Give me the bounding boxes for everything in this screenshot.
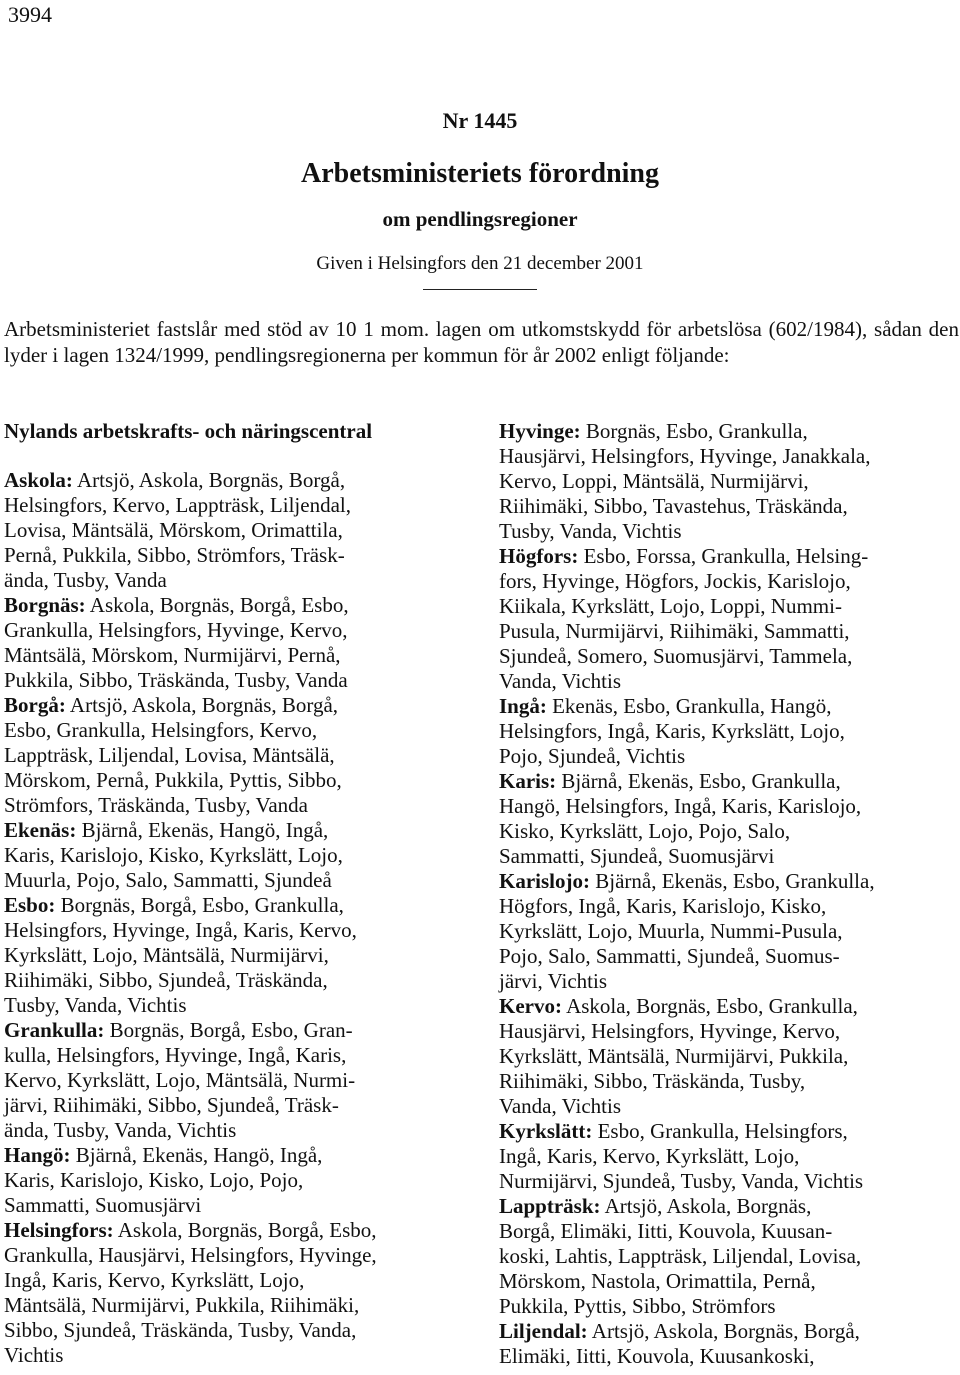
entry-line: ända, Tusby, Vanda <box>4 568 167 592</box>
municipality-entry <box>4 693 444 818</box>
municipality-name: Hyvinge: <box>499 419 581 443</box>
municipality-entry <box>4 1018 444 1143</box>
municipality-entry <box>4 468 444 593</box>
entry-line: Sammatti, Suomusjärvi <box>4 1193 202 1217</box>
commuting-region-list: Borgnäs, Borgå, Esbo, Grankulla, <box>55 893 344 917</box>
entry-line: Ingå, Karis, Kervo, Kyrkslätt, Lojo, <box>499 1144 800 1168</box>
entry-line: Riihimäki, Sibbo, Sjundeå, Träskända, <box>4 968 328 992</box>
commuting-region-list: Askola, Borgnäs, Borgå, Esbo, <box>85 593 349 617</box>
entry-line: Pojo, Sjundeå, Vichtis <box>499 744 686 768</box>
right-column <box>499 419 956 1369</box>
entry-line <box>4 593 444 618</box>
municipality-name: Askola: <box>4 468 73 492</box>
entry-line: Kyrkslätt, Lojo, Muurla, Nummi-Pusula, <box>499 919 843 943</box>
entry-line: Pusula, Nurmijärvi, Riihimäki, Sammatti, <box>499 619 850 643</box>
document-number: Nr 1445 <box>442 108 518 133</box>
entry-line <box>499 869 956 894</box>
title-divider <box>423 289 537 290</box>
municipality-name: Borgå: <box>4 693 66 717</box>
entry-line: Kyrkslätt, Lojo, Mäntsälä, Nurmijärvi, <box>4 943 329 967</box>
left-column <box>4 419 444 1368</box>
municipality-name: Ingå: <box>499 694 547 718</box>
entry-line: fors, Hyvinge, Högfors, Jockis, Karislojo, <box>499 569 851 593</box>
commuting-region-list: Artsjö, Askola, Borgnäs, Borgå, <box>72 468 346 492</box>
municipality-name: Karis: <box>499 769 557 793</box>
municipality-entry <box>499 869 956 994</box>
entry-line: Mäntsälä, Mörskom, Nurmijärvi, Pernå, <box>4 643 341 667</box>
entry-line: Pukkila, Pyttis, Sibbo, Strömfors <box>499 1294 776 1318</box>
entry-line: Kyrkslätt, Mäntsälä, Nurmijärvi, Pukkila, <box>499 1044 849 1068</box>
municipality-name: Ekenäs: <box>4 818 77 842</box>
entry-line: Tusby, Vanda, Vichtis <box>499 519 682 543</box>
entry-line: kulla, Helsingfors, Hyvinge, Ingå, Karis, <box>4 1043 347 1067</box>
municipality-entry <box>4 893 444 1018</box>
commuting-region-list: Ekenäs, Esbo, Grankulla, Hangö, <box>546 694 832 718</box>
municipality-entry <box>499 994 956 1119</box>
entry-line <box>4 1018 444 1043</box>
entry-line <box>4 893 444 918</box>
document-title: Arbetsministeriets förordning <box>301 158 659 189</box>
entry-line: Kervo, Kyrkslätt, Lojo, Mäntsälä, Nurmi- <box>4 1068 356 1092</box>
entry-line: Hangö, Helsingfors, Ingå, Karis, Karislojo, <box>499 794 862 818</box>
entry-line: järvi, Riihimäki, Sibbo, Sjundeå, Träsk- <box>4 1093 339 1117</box>
entry-line: Pukkila, Sibbo, Träskända, Tusby, Vanda <box>4 668 348 692</box>
entry-line: Pojo, Salo, Sammatti, Sjundeå, Suomus- <box>499 944 840 968</box>
entry-line <box>499 769 956 794</box>
municipality-name: Kervo: <box>499 994 562 1018</box>
municipality-entry <box>4 1143 444 1218</box>
municipality-entry <box>499 419 956 544</box>
municipality-name: Esbo: <box>4 893 56 917</box>
entry-line <box>4 1143 444 1168</box>
entry-line: Vanda, Vichtis <box>499 669 622 693</box>
municipality-entry <box>499 544 956 694</box>
municipality-name: Högfors: <box>499 544 579 568</box>
entry-line <box>4 818 444 843</box>
entry-line: Pernå, Pukkila, Sibbo, Strömfors, Träsk- <box>4 543 345 567</box>
entry-line: Borgå, Elimäki, Iitti, Kouvola, Kuusan- <box>499 1219 833 1243</box>
municipality-name: Liljendal: <box>499 1319 588 1343</box>
entry-line: koski, Lahtis, Lappträsk, Liljendal, Lovisa, <box>499 1244 862 1268</box>
entry-line: Högfors, Ingå, Karis, Karislojo, Kisko, <box>499 894 827 918</box>
entry-line: Tusby, Vanda, Vichtis <box>4 993 187 1017</box>
entry-line <box>4 693 444 718</box>
entry-line <box>499 544 956 569</box>
commuting-region-list: Artsjö, Askola, Borgnäs, Borgå, <box>587 1319 860 1343</box>
right-entry-list <box>499 419 956 1369</box>
entry-line: Grankulla, Helsingfors, Hyvinge, Kervo, <box>4 618 348 642</box>
commuting-region-list: Bjärnå, Ekenäs, Hangö, Ingå, <box>70 1143 323 1167</box>
entry-line: Mäntsälä, Nurmijärvi, Pukkila, Riihimäki, <box>4 1293 360 1317</box>
municipality-name: Grankulla: <box>4 1018 105 1042</box>
entry-line: Ingå, Karis, Kervo, Kyrkslätt, Lojo, <box>4 1268 305 1292</box>
entry-line: Karis, Karislojo, Kisko, Lojo, Pojo, <box>4 1168 304 1192</box>
entry-line: Sjundeå, Somero, Suomusjärvi, Tammela, <box>499 644 853 668</box>
entry-line: Mörskom, Pernå, Pukkila, Pyttis, Sibbo, <box>4 768 342 792</box>
entry-line <box>499 1194 956 1219</box>
commuting-region-list: Borgnäs, Esbo, Grankulla, <box>580 419 808 443</box>
entry-line: järvi, Vichtis <box>499 969 608 993</box>
commuting-region-list: Artsjö, Askola, Borgnäs, <box>600 1194 812 1218</box>
commuting-region-list: Artsjö, Askola, Borgnäs, Borgå, <box>65 693 339 717</box>
entry-line: Hausjärvi, Helsingfors, Hyvinge, Janakkala, <box>499 444 871 468</box>
entry-line: Helsingfors, Kervo, Lappträsk, Liljendal, <box>4 493 351 517</box>
entry-line <box>499 1319 956 1344</box>
municipality-entry <box>4 818 444 893</box>
entry-line: Karis, Karislojo, Kisko, Kyrkslätt, Lojo, <box>4 843 343 867</box>
entry-line: Sibbo, Sjundeå, Träskända, Tusby, Vanda, <box>4 1318 357 1342</box>
commuting-region-list: Askola, Borgnäs, Borgå, Esbo, <box>113 1218 377 1242</box>
left-entry-list <box>4 468 444 1368</box>
municipality-entry <box>4 593 444 693</box>
section-heading: Nylands arbetskrafts- och näringscentral <box>4 419 373 443</box>
commuting-region-list: Bjärnå, Ekenäs, Esbo, Grankulla, <box>556 769 841 793</box>
entry-line <box>499 1119 956 1144</box>
municipality-entry <box>499 694 956 769</box>
commuting-region-list: Borgnäs, Borgå, Esbo, Gran- <box>104 1018 353 1042</box>
municipality-entry <box>499 1119 956 1194</box>
municipality-entry <box>499 769 956 869</box>
entry-line <box>499 419 956 444</box>
commuting-region-list: Esbo, Grankulla, Helsingfors, <box>592 1119 848 1143</box>
entry-line <box>499 694 956 719</box>
entry-line: Riihimäki, Sibbo, Tavastehus, Träskända, <box>499 494 848 518</box>
entry-line: Muurla, Pojo, Salo, Sammatti, Sjundeå <box>4 868 332 892</box>
entry-line: Vanda, Vichtis <box>499 1094 622 1118</box>
commuting-region-list: Bjärnå, Ekenäs, Hangö, Ingå, <box>76 818 329 842</box>
entry-line <box>4 1218 444 1243</box>
entry-line: Kervo, Loppi, Mäntsälä, Nurmijärvi, <box>499 469 809 493</box>
entry-line: Kisko, Kyrkslätt, Lojo, Pojo, Salo, <box>499 819 791 843</box>
document-date: Given i Helsingfors den 21 december 2001 <box>316 253 644 274</box>
entry-line: Grankulla, Hausjärvi, Helsingfors, Hyvinge, <box>4 1243 377 1267</box>
entry-line: Vichtis <box>4 1343 64 1367</box>
municipality-entry <box>4 1218 444 1368</box>
entry-line: Nurmijärvi, Sjundeå, Tusby, Vanda, Vichtis <box>499 1169 864 1193</box>
entry-line: Sammatti, Sjundeå, Suomusjärvi <box>499 844 775 868</box>
municipality-name: Borgnäs: <box>4 593 86 617</box>
commuting-region-list: Bjärnå, Ekenäs, Esbo, Grankulla, <box>589 869 875 893</box>
entry-line: Lappträsk, Liljendal, Lovisa, Mäntsälä, <box>4 743 335 767</box>
page-number: 3994 <box>8 2 52 27</box>
entry-line: Helsingfors, Ingå, Karis, Kyrkslätt, Lojo, <box>499 719 845 743</box>
entry-line: ända, Tusby, Vanda, Vichtis <box>4 1118 237 1142</box>
municipality-name: Lappträsk: <box>499 1194 601 1218</box>
intro-paragraph: Arbetsministeriet fastslår med stöd av 10 1 mom. lagen om utkomstskydd för arbetslösa (602/1984), sådan den lyder i lagen 1324/1999, pendlingsregionerna per kommun för år 2002 enligt följande: <box>4 317 959 367</box>
municipality-entry <box>499 1319 956 1369</box>
entry-line: Riihimäki, Sibbo, Träskända, Tusby, <box>499 1069 806 1093</box>
commuting-region-list: Esbo, Forssa, Grankulla, Helsing- <box>578 544 869 568</box>
entry-line: Helsingfors, Hyvinge, Ingå, Karis, Kervo, <box>4 918 357 942</box>
entry-line: Mörskom, Nastola, Orimattila, Pernå, <box>499 1269 816 1293</box>
municipality-name: Kyrkslätt: <box>499 1119 593 1143</box>
entry-line: Lovisa, Mäntsälä, Mörskom, Orimattila, <box>4 518 343 542</box>
entry-line <box>4 468 444 493</box>
entry-line: Elimäki, Iitti, Kouvola, Kuusankoski, <box>499 1344 815 1368</box>
municipality-name: Karislojo: <box>499 869 590 893</box>
entry-line: Strömfors, Träskända, Tusby, Vanda <box>4 793 308 817</box>
entry-line: Esbo, Grankulla, Helsingfors, Kervo, <box>4 718 318 742</box>
municipality-name: Hangö: <box>4 1143 71 1167</box>
entry-line <box>499 994 956 1019</box>
municipality-name: Helsingfors: <box>4 1218 114 1242</box>
entry-line: Hausjärvi, Helsingfors, Hyvinge, Kervo, <box>499 1019 841 1043</box>
entry-line: Kiikala, Kyrkslätt, Lojo, Loppi, Nummi- <box>499 594 842 618</box>
commuting-region-list: Askola, Borgnäs, Esbo, Grankulla, <box>561 994 858 1018</box>
municipality-entry <box>499 1194 956 1319</box>
document-subtitle: om pendlingsregioner <box>382 207 578 231</box>
